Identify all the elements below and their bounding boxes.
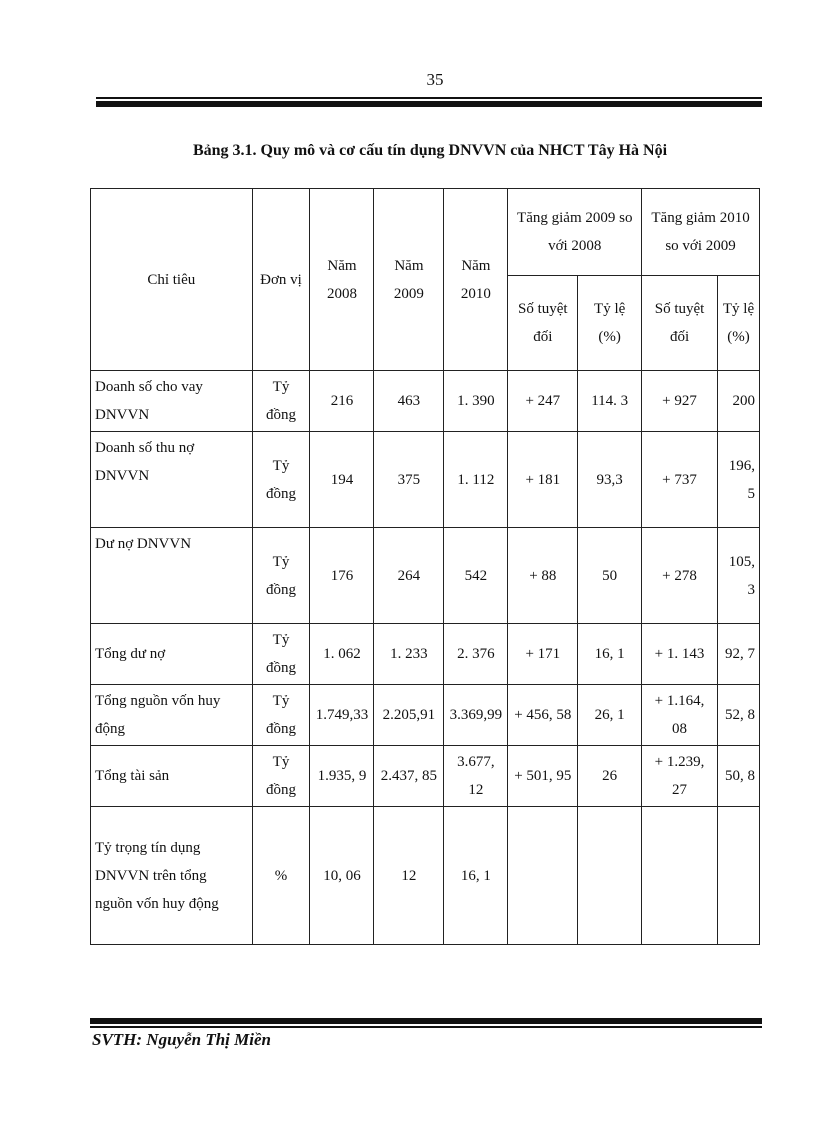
- cell-pct-2009: [578, 807, 642, 945]
- cell-2008: 1.935, 9: [310, 746, 374, 807]
- table-row: [91, 371, 760, 432]
- cell-2010: 2. 376: [444, 624, 508, 685]
- cell-2008: 1.749,33: [310, 685, 374, 746]
- cell-2009: 264: [374, 528, 444, 624]
- cell-2010: 1. 390: [444, 371, 508, 432]
- header-don-vi: Đơn vị: [252, 189, 310, 371]
- table-row: [91, 528, 760, 624]
- table-title: Bảng 3.1. Quy mô và cơ cấu tín dụng DNVVN của NHCT Tây Hà Nội: [192, 142, 668, 159]
- page-number: 35: [426, 70, 444, 89]
- cell-abs-2010: + 927: [642, 371, 718, 432]
- cell-abs-2009: + 88: [508, 528, 578, 624]
- cell-pct-2009: 16, 1: [578, 624, 642, 685]
- cell-abs-2009: + 247: [508, 371, 578, 432]
- row-unit: Tỷ đồng: [252, 371, 310, 432]
- header-so-tuyet-doi-2010: Số tuyệt đối: [642, 276, 718, 371]
- row-unit: Tỷ đồng: [252, 432, 310, 528]
- header-nam-2009: Năm 2009: [374, 189, 444, 371]
- header-ty-le-2009: Tỷ lệ (%): [578, 276, 642, 371]
- cell-2009: 463: [374, 371, 444, 432]
- row-label: Tổng nguồn vốn huy động: [91, 685, 253, 746]
- cell-pct-2010: 92, 7: [717, 624, 759, 685]
- cell-abs-2010: + 1. 143: [642, 624, 718, 685]
- row-label: Doanh số cho vay DNVVN: [91, 371, 253, 432]
- header-ty-le-2010: Tỷ lệ (%): [717, 276, 759, 371]
- row-label: Tỷ trọng tín dụng DNVVN trên tổng nguồn vốn huy động: [91, 807, 253, 945]
- cell-pct-2010: 200: [717, 371, 759, 432]
- cell-pct-2010: 52, 8: [717, 685, 759, 746]
- cell-2010: 542: [444, 528, 508, 624]
- cell-2008: 176: [310, 528, 374, 624]
- cell-abs-2009: + 501, 95: [508, 746, 578, 807]
- footer-rule: [90, 1018, 762, 1028]
- cell-pct-2009: 26, 1: [578, 685, 642, 746]
- row-label: Dư nợ DNVVN: [91, 528, 253, 624]
- footer-author: SVTH: Nguyễn Thị Miền: [92, 1030, 271, 1049]
- cell-abs-2010: + 737: [642, 432, 718, 528]
- cell-pct-2010: [717, 807, 759, 945]
- cell-2008: 216: [310, 371, 374, 432]
- row-label: Tổng tài sản: [91, 746, 253, 807]
- cell-pct-2010: 105, 3: [717, 528, 759, 624]
- table-row: [91, 807, 760, 945]
- row-unit: Tỷ đồng: [252, 746, 310, 807]
- footer-rule-thin: [90, 1026, 762, 1028]
- cell-2009: 12: [374, 807, 444, 945]
- cell-pct-2009: 50: [578, 528, 642, 624]
- cell-2008: 1. 062: [310, 624, 374, 685]
- cell-abs-2009: + 181: [508, 432, 578, 528]
- cell-abs-2010: [642, 807, 718, 945]
- row-label: Doanh số thu nợ DNVVN: [91, 432, 253, 528]
- cell-2010: 3.369,99: [444, 685, 508, 746]
- cell-abs-2009: + 171: [508, 624, 578, 685]
- cell-abs-2009: + 456, 58: [508, 685, 578, 746]
- header-nam-2010: Năm 2010: [444, 189, 508, 371]
- header-nam-2008: Năm 2008: [310, 189, 374, 371]
- cell-2010: 1. 112: [444, 432, 508, 528]
- cell-2009: 1. 233: [374, 624, 444, 685]
- cell-2008: 10, 06: [310, 807, 374, 945]
- cell-pct-2010: 50, 8: [717, 746, 759, 807]
- header-tang-giam-2010: Tăng giảm 2010 so với 2009: [642, 189, 760, 276]
- cell-2009: 2.437, 85: [374, 746, 444, 807]
- table-row: [91, 432, 760, 528]
- header-rule-thin: [96, 97, 762, 99]
- header-chi-tieu: Chỉ tiêu: [91, 189, 253, 371]
- row-unit: Tỷ đồng: [252, 624, 310, 685]
- cell-pct-2010: 196, 5: [717, 432, 759, 528]
- table-row: [91, 746, 760, 807]
- header-so-tuyet-doi-2009: Số tuyệt đối: [508, 276, 578, 371]
- cell-2009: 2.205,91: [374, 685, 444, 746]
- footer-rule-thick: [90, 1018, 762, 1024]
- data-table: [90, 188, 760, 945]
- row-unit: Tỷ đồng: [252, 528, 310, 624]
- header-tang-giam-2009: Tăng giảm 2009 so với 2008: [508, 189, 642, 276]
- cell-2009: 375: [374, 432, 444, 528]
- row-label: Tổng dư nợ: [91, 624, 253, 685]
- header-row-1: [91, 189, 760, 276]
- table-row: [91, 624, 760, 685]
- cell-abs-2010: + 278: [642, 528, 718, 624]
- cell-2010: 16, 1: [444, 807, 508, 945]
- cell-2008: 194: [310, 432, 374, 528]
- header-rule: [96, 97, 762, 109]
- header-rule-thick: [96, 101, 762, 107]
- cell-abs-2010: + 1.164, 08: [642, 685, 718, 746]
- cell-abs-2010: + 1.239, 27: [642, 746, 718, 807]
- table-row: [91, 685, 760, 746]
- cell-pct-2009: 93,3: [578, 432, 642, 528]
- row-unit: Tỷ đồng: [252, 685, 310, 746]
- row-unit: %: [252, 807, 310, 945]
- cell-abs-2009: [508, 807, 578, 945]
- cell-2010: 3.677, 12: [444, 746, 508, 807]
- cell-pct-2009: 114. 3: [578, 371, 642, 432]
- cell-pct-2009: 26: [578, 746, 642, 807]
